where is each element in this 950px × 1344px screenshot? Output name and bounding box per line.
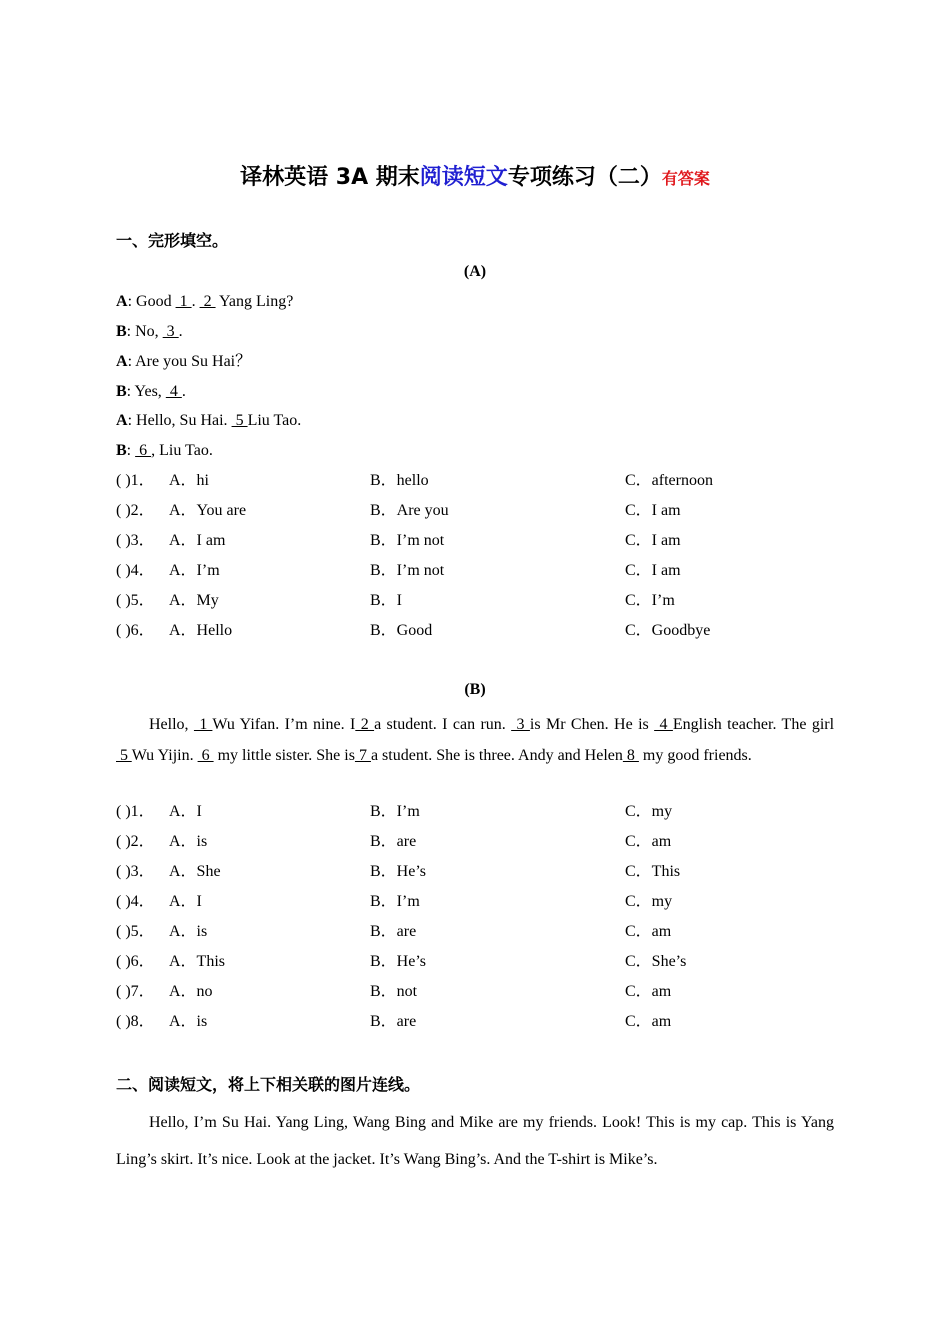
- dialogue-text: : Yes,: [126, 383, 166, 400]
- blank: 1: [175, 293, 192, 310]
- dialogue-text: , Liu Tao.: [151, 442, 213, 459]
- question-row: [116, 832, 856, 852]
- option-c: C．my: [625, 893, 673, 910]
- option-b: B．I: [370, 592, 403, 609]
- answer-slot[interactable]: ( )7．: [116, 983, 155, 1000]
- option-c: C．This: [625, 863, 681, 880]
- blank: 1: [193, 716, 213, 733]
- option-c: C．I’m: [625, 592, 675, 609]
- option-c: C．I am: [625, 532, 681, 549]
- answer-slot[interactable]: ( )5．: [116, 923, 155, 940]
- option-c: C．am: [625, 1013, 672, 1030]
- speaker: A: [116, 353, 128, 370]
- title-part1: 译林英语 3A 期末: [240, 165, 420, 190]
- speaker: A: [116, 412, 128, 429]
- question-row: [116, 892, 856, 912]
- option-b: B．I’m: [370, 893, 420, 910]
- speaker: B: [116, 442, 127, 459]
- blank: 6: [135, 442, 152, 459]
- dialogue-text: .: [181, 383, 186, 400]
- dialogue-text: : Good: [127, 293, 176, 310]
- dialogue-text: : Hello, Su Hai.: [127, 412, 232, 429]
- option-a: A．I: [169, 803, 202, 820]
- dialogue-line: [116, 322, 183, 342]
- option-c: C．my: [625, 803, 673, 820]
- question-row: [116, 862, 856, 882]
- option-a: A．I am: [169, 532, 226, 549]
- passage-text: English teacher. The girl: [672, 716, 835, 733]
- option-a: A．Hello: [169, 622, 233, 639]
- dialogue-text: .: [178, 323, 183, 340]
- answer-slot[interactable]: ( )3．: [116, 532, 155, 549]
- option-a: A．She: [169, 863, 221, 880]
- option-a: A．is: [169, 923, 208, 940]
- partB-label: (B): [464, 681, 486, 698]
- blank: 3: [162, 323, 179, 340]
- section1-heading: 一、完形填空。: [116, 231, 229, 250]
- speaker: B: [116, 323, 127, 340]
- answer-slot[interactable]: ( )1．: [116, 472, 155, 489]
- option-c: C．Goodbye: [625, 622, 711, 639]
- blank: 4: [654, 716, 673, 733]
- section2-heading: 二、阅读短文，将上下相关联的图片连线。: [116, 1075, 421, 1094]
- answer-slot[interactable]: ( )3．: [116, 863, 155, 880]
- blank: 2: [355, 716, 375, 733]
- blank: 6: [197, 747, 214, 764]
- option-b: B．not: [370, 983, 418, 1000]
- question-row: [116, 561, 856, 581]
- option-c: C．She’s: [625, 953, 687, 970]
- question-row: [116, 591, 856, 611]
- blank: 4: [165, 383, 182, 400]
- question-row: [116, 531, 856, 551]
- answer-slot[interactable]: ( )6．: [116, 622, 155, 639]
- option-a: A．I’m: [169, 562, 220, 579]
- dialogue-line: [116, 411, 301, 431]
- speaker: B: [116, 383, 127, 400]
- passage-text: a student. She is three. Andy and Helen: [370, 747, 623, 764]
- option-b: B．He’s: [370, 863, 427, 880]
- blank: 5: [116, 747, 132, 764]
- question-row: [116, 922, 856, 942]
- answer-slot[interactable]: ( )4．: [116, 893, 155, 910]
- title-highlight: 阅读短文: [419, 165, 508, 190]
- option-b: B．Are you: [370, 502, 449, 519]
- option-a: A．no: [169, 983, 213, 1000]
- title-part2: 专项练习（二）: [507, 165, 662, 190]
- passage-text: Wu Yijin.: [131, 747, 198, 764]
- option-b: B．I’m not: [370, 532, 445, 549]
- passage-text: Wu Yifan. I’m nine. I: [212, 716, 356, 733]
- option-c: C．am: [625, 923, 672, 940]
- option-c: C．afternoon: [625, 472, 713, 489]
- option-a: A．is: [169, 1013, 208, 1030]
- option-a: A．hi: [169, 472, 210, 489]
- passage-text: is Mr Chen. He is: [529, 716, 655, 733]
- partB-passage: [116, 709, 834, 771]
- answer-slot[interactable]: ( )2．: [116, 833, 155, 850]
- dialogue-text: Yang Ling?: [215, 293, 294, 310]
- question-row: [116, 982, 856, 1002]
- dialogue-line: [116, 382, 186, 402]
- dialogue-text: Liu Tao.: [247, 412, 302, 429]
- dialogue-line: [116, 292, 293, 312]
- answer-slot[interactable]: ( )8．: [116, 1013, 155, 1030]
- question-row: [116, 1012, 856, 1032]
- answer-slot[interactable]: ( )1．: [116, 803, 155, 820]
- answer-slot[interactable]: ( )5．: [116, 592, 155, 609]
- option-b: B．Good: [370, 622, 433, 639]
- option-c: C．am: [625, 833, 672, 850]
- dialogue-line: [116, 352, 251, 372]
- answer-slot[interactable]: ( )2．: [116, 502, 155, 519]
- option-a: A．My: [169, 592, 219, 609]
- blank: 5: [231, 412, 248, 429]
- question-row: [116, 802, 856, 822]
- option-b: B．are: [370, 833, 417, 850]
- passage-text: Hello,: [149, 716, 194, 733]
- dialogue-text: :: [126, 442, 136, 459]
- passage-text: my good friends.: [638, 747, 752, 764]
- question-row: [116, 471, 856, 491]
- option-b: B．hello: [370, 472, 429, 489]
- option-a: A．You are: [169, 502, 247, 519]
- section2-passage: Hello, I’m Su Hai. Yang Ling, Wang Bing and Mike are my friends. Look! This is my cap. This is Yang Ling’s skirt. It’s nice. Look at the jacket. It’s Wang Bing’s. And the T-shirt is Mike’s.: [116, 1114, 834, 1168]
- dialogue-text: : No,: [126, 323, 163, 340]
- option-b: B．I’m not: [370, 562, 445, 579]
- dialogue-text: : Are you Su Hai？: [127, 353, 252, 370]
- option-a: A．is: [169, 833, 208, 850]
- option-c: C．I am: [625, 502, 681, 519]
- blank: 3: [511, 716, 530, 733]
- answer-slot[interactable]: ( )4．: [116, 562, 155, 579]
- option-b: B．He’s: [370, 953, 427, 970]
- passage-text: a student. I can run.: [374, 716, 512, 733]
- option-a: A．This: [169, 953, 226, 970]
- dialogue-line: [116, 441, 213, 461]
- dialogue-text: .: [191, 293, 200, 310]
- page-title: [0, 160, 950, 191]
- partA-label: (A): [463, 263, 487, 280]
- answer-slot[interactable]: ( )6．: [116, 953, 155, 970]
- speaker: A: [116, 293, 128, 310]
- passage-text: my little sister. She is: [213, 747, 355, 764]
- option-b: B．are: [370, 1013, 417, 1030]
- blank: 8: [622, 747, 639, 764]
- option-b: B．I’m: [370, 803, 420, 820]
- option-c: C．I am: [625, 562, 681, 579]
- answer-tag: 有答案: [661, 169, 710, 188]
- question-row: [116, 621, 856, 641]
- question-row: [116, 952, 856, 972]
- option-b: B．are: [370, 923, 417, 940]
- option-a: A．I: [169, 893, 202, 910]
- blank: 2: [199, 293, 216, 310]
- blank: 7: [354, 747, 371, 764]
- option-c: C．am: [625, 983, 672, 1000]
- question-row: [116, 501, 856, 521]
